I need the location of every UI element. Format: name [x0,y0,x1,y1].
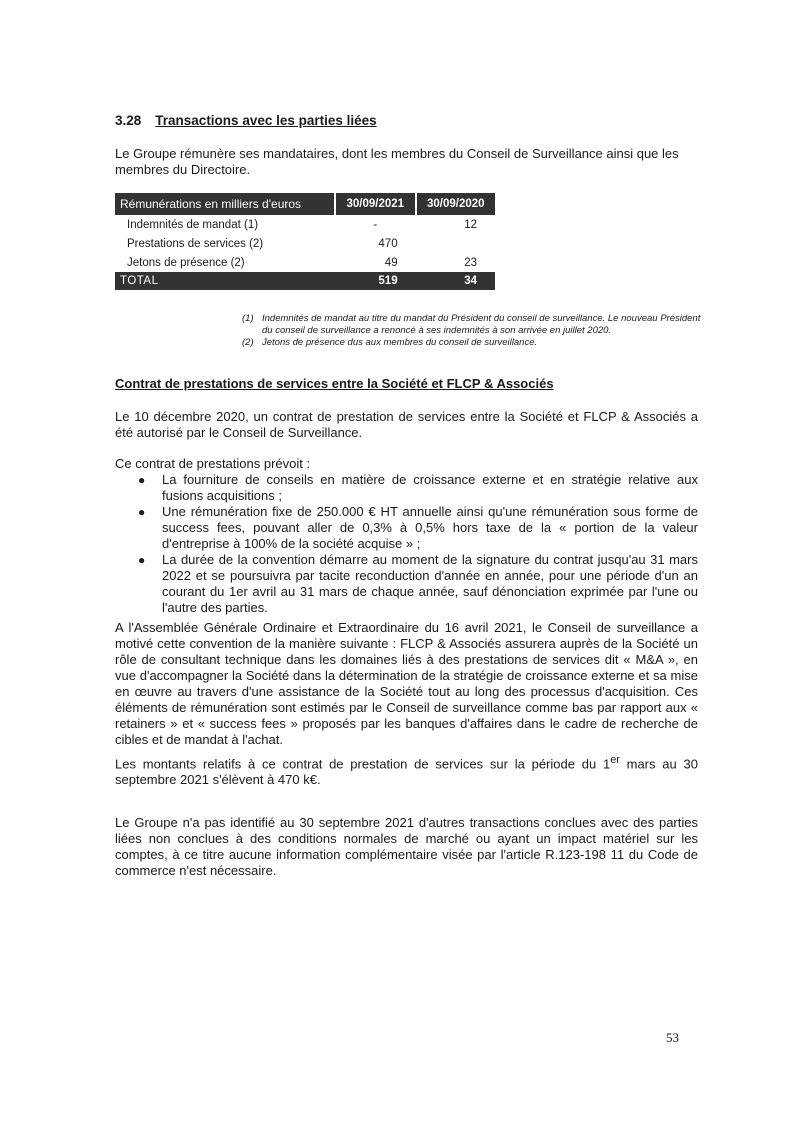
row-value-2021: - [373,218,378,231]
contract-paragraph: Ce contrat de prestations prévoit : [115,456,311,471]
footnote [242,313,702,337]
closing-paragraph: Le Groupe n'a pas identifié au 30 septembre 2021 d'autres transactions conclues avec des parties liées non conclues à des conditions normales de marché ou ayant un impact matériel sur les comptes, à ce titre aucune information complémentaire visée par l'article R.123-198 11 du Code de commerce n'est nécessaire. [115,815,698,878]
table-header-row [115,193,495,215]
bullet-icon: ● [138,473,146,487]
contract-heading: Contrat de prestations de services entre la Société et FLCP & Associés [115,376,554,391]
total-value-2021: 519 [335,272,416,290]
footnote-marker: (1) [242,313,254,324]
header-2021: 30/09/2021 [335,193,416,215]
list-item [138,552,698,616]
row-value-2021: 470 [378,237,398,250]
section-title: Transactions avec les parties liées [155,113,377,128]
table-footnotes [242,313,702,349]
header-label: Rémunérations en milliers d'euros [115,193,335,215]
contract-paragraph: Le 10 décembre 2020, un contrat de prestation de services entre la Société et FLCP & Associés a été autorisé par le Conseil de Surveillance. [115,409,698,440]
table-row [115,215,495,234]
bullet-icon: ● [138,553,146,567]
remuneration-table [115,193,495,290]
amount-text-end: mars au 30 septembre 2021 s'élèvent à 470 k€. [115,756,698,788]
section-heading [115,113,377,128]
row-label: Prestations de services (2) [127,237,264,250]
contract-paragraph [115,752,698,788]
footnote-text: Jetons de présence dus aux membres du conseil de surveillance. [262,337,538,348]
total-value-2020: 34 [416,272,495,290]
section-intro: Le Groupe rémunère ses mandataires, dont les membres du Conseil de Surveillance ainsi que les membres du Directoire. [115,146,679,177]
table-row [115,234,495,253]
row-value-2021: 49 [384,256,398,269]
page-number: 53 [666,1030,679,1045]
list-item-text: La durée de la convention démarre au moment de la signature du contrat jusqu'au 31 mars 2022 et se poursuivra par tacite reconduction d'année en année, pour une période d'un an courant du 1er avril au 31 mars de chaque année, sauf dénonciation exprimée par l'une ou l'autre des parties. [162,552,698,615]
row-label: Indemnités de mandat (1) [127,218,259,231]
footnote [242,337,702,349]
row-value-2020 [416,234,495,253]
list-item-text: La fourniture de conseils en matière de croissance externe et en stratégie relative aux fusions acquisitions ; [162,472,698,503]
footnote-text: Indemnités de mandat au titre du mandat du Président du conseil de surveillance. Le nouveau Président du conseil de surveillance a renoncé à ses indemnités à son arrivée en juillet 2020. [262,313,701,336]
amount-text-start: Les montants relatifs à ce contrat de prestation de services sur la période du 1 [115,756,611,772]
row-label: Jetons de présence (2) [127,256,245,269]
table-total-row [115,272,495,290]
contract-paragraph: A l'Assemblée Générale Ordinaire et Extraordinaire du 16 avril 2021, le Conseil de surveillance a motivé cette convention de la manière suivante : FLCP & Associés assurera auprès de la Société un rôle de consultant technique dans les domaines liés à des prestations de services dit « M&A », en vue d'accompagner la Société dans la détermination de la stratégie de croissance externe et sa mise en œuvre au travers d'une assistance de la Société tout au long des processus d'acquisition. Ces éléments de rémunération sont estimés par le Conseil de surveillance comme bas par rapport aux « retainers » et « success fees » proposés par les banques d'affaires dans le cadre de recherche de cibles et de mandat à l'achat. [115,620,698,747]
list-item [138,504,698,552]
section-number: 3.28 [115,113,142,128]
row-value-2020: 23 [464,256,477,269]
bullet-icon: ● [138,505,146,519]
table-row [115,253,495,272]
footnote-marker: (2) [242,337,254,348]
header-2020: 30/09/2020 [416,193,495,215]
total-label: TOTAL [115,272,335,290]
list-item-text: Une rémunération fixe de 250.000 € HT annuelle ainsi qu'une rémunération sous forme de success fees, pouvant aller de 0,3% à 0,5% hors taxe de la « portion de la valeur d'entreprise à 100% de la société acquise » ; [162,504,698,551]
row-value-2020: 12 [464,218,477,231]
contract-bullet-list [138,472,698,616]
ordinal-suffix: er [610,754,620,766]
list-item [138,472,698,504]
